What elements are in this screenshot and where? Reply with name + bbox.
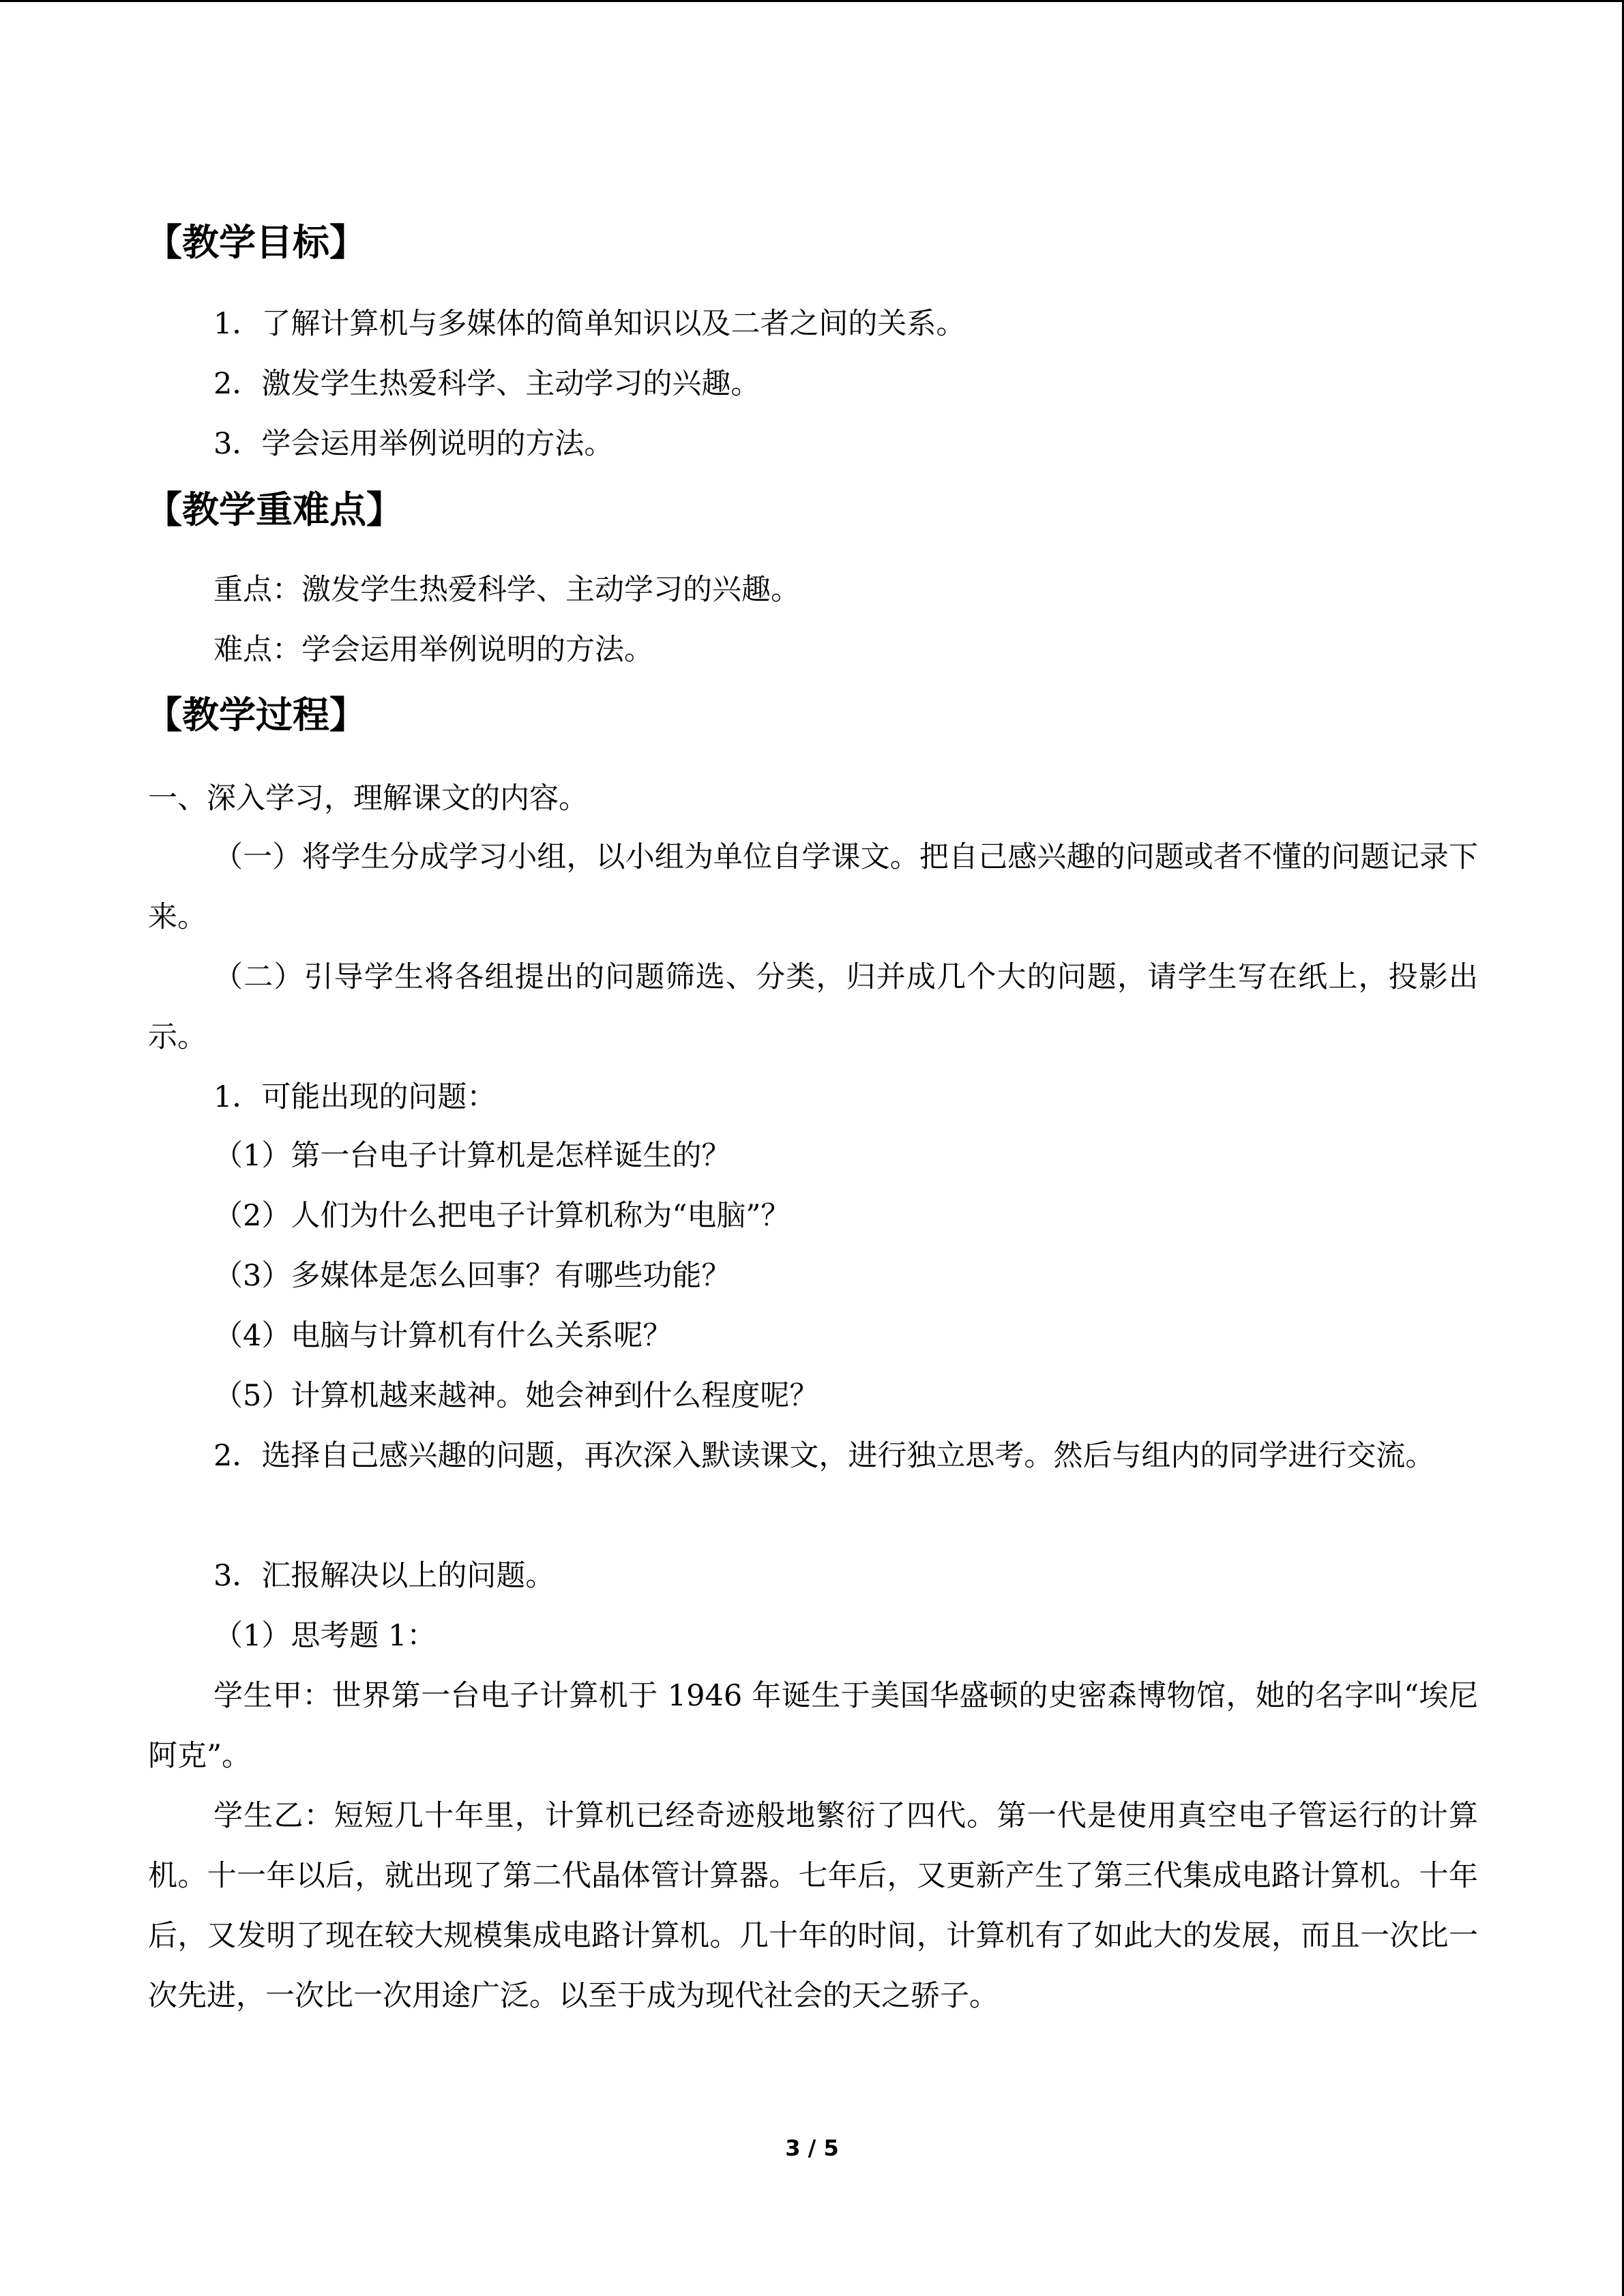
step1-paragraph: （一）将学生分成学习小组，以小组为单位自学课文。把自己感兴趣的问题或者不懂的问题记录下来。 [148, 840, 1478, 934]
item1-title: 1．可能出现的问题： [213, 1080, 497, 1114]
question-item: （5）计算机越来越神。她会神到什么程度呢？ [213, 1379, 819, 1413]
goals-heading: 【教学目标】 [145, 221, 366, 264]
question-item: （2）人们为什么把电子计算机称为“电脑”？ [213, 1199, 791, 1233]
goal-item: 1．了解计算机与多媒体的简单知识以及二者之间的关系。 [213, 307, 966, 341]
page-number: 3 / 5 [785, 2135, 839, 2161]
part1-title: 一、深入学习，理解课文的内容。 [148, 781, 588, 816]
key-point-item: 重点：激发学生热爱科学、主动学习的兴趣。 [213, 573, 800, 607]
process-heading: 【教学过程】 [145, 694, 366, 736]
question-item: （4）电脑与计算机有什么关系呢？ [213, 1319, 673, 1353]
item2-paragraph: 2．选择自己感兴趣的问题，再次深入默读课文，进行独立思考。然后与组内的同学进行交流。 [213, 1439, 1435, 1473]
think1-title: （1）思考题 1： [213, 1619, 437, 1653]
question-item: （1）第一台电子计算机是怎样诞生的？ [213, 1139, 731, 1173]
key-points-heading: 【教学重难点】 [145, 488, 403, 531]
item3-title: 3．汇报解决以上的问题。 [213, 1559, 555, 1593]
step2-paragraph: （二）引导学生将各组提出的问题筛选、分类，归并成几个大的问题，请学生写在纸上，投影出示。 [148, 960, 1478, 1054]
student-a-paragraph: 学生甲：世界第一台电子计算机于 1946 年诞生于美国华盛顿的史密森博物馆，她的名字叫“埃尼阿克”。 [148, 1679, 1478, 1773]
goal-item: 3．学会运用举例说明的方法。 [213, 427, 614, 461]
question-item: （3）多媒体是怎么回事？有哪些功能？ [213, 1259, 731, 1293]
key-point-item: 难点：学会运用举例说明的方法。 [213, 633, 653, 667]
goal-item: 2．激发学生热爱科学、主动学习的兴趣。 [213, 367, 761, 401]
student-b-paragraph: 学生乙：短短几十年里，计算机已经奇迹般地繁衍了四代。第一代是使用真空电子管运行的计算机。十一年以后，就出现了第二代晶体管计算器。七年后，又更新产生了第三代集成电路计算机。十年后，又发明了现在较大规模集成电路计算机。几十年的时间，计算机有了如此大的发展，而且一次比一次先进，一次比一次用途广泛。以至于成为现代社会的天之骄子。 [148, 1799, 1478, 2013]
